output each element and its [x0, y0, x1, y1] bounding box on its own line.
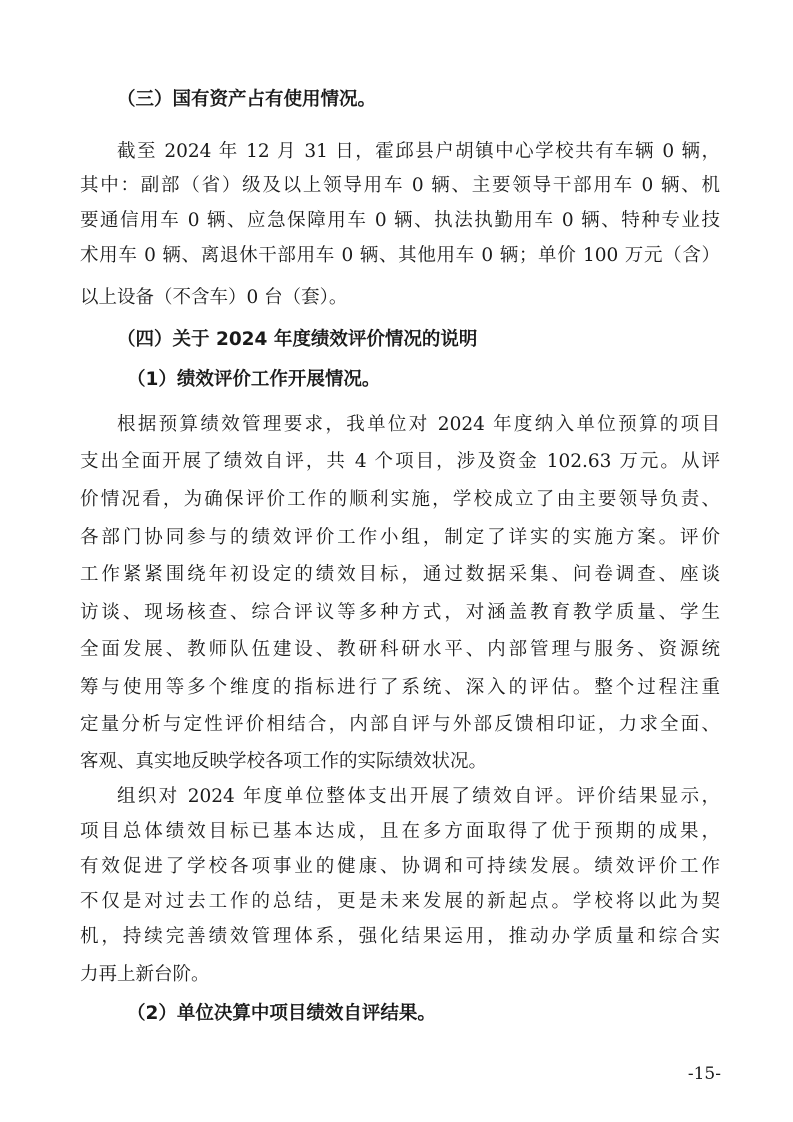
- paragraph-line: 访谈、现场核查、综合评议等多种方式，对涵盖教育教学质量、学生: [80, 602, 720, 623]
- paragraph-line: 组织对 2024 年度单位整体支出开展了绩效自评。评价结果显示，: [117, 786, 720, 807]
- paragraph-line: 有效促进了学校各项事业的健康、协调和可持续发展。绩效评价工作: [80, 856, 720, 877]
- page-number: -15-: [687, 1064, 721, 1084]
- paragraph-line: 其中：副部（省）级及以上领导用车 0 辆、主要领导干部用车 0 辆、机: [80, 175, 720, 196]
- paragraph-line: 筹与使用等多个维度的指标进行了系统、深入的评估。整个过程注重: [80, 677, 720, 698]
- section-heading-assets: （三）国有资产占有使用情况。: [117, 89, 377, 110]
- paragraph-line: 客观、真实地反映学校各项工作的实际绩效状况。: [80, 751, 488, 772]
- paragraph-line: 各部门协同参与的绩效评价工作小组，制定了详实的实施方案。评价: [80, 527, 720, 548]
- paragraph-line: 不仅是对过去工作的总结，更是未来发展的新起点。学校将以此为契: [80, 891, 720, 912]
- paragraph-line: 工作紧紧围绕年初设定的绩效目标，通过数据采集、问卷调查、座谈: [80, 564, 720, 585]
- section-heading-performance: （四）关于 2024 年度绩效评价情况的说明: [117, 329, 478, 350]
- paragraph-line: 支出全面开展了绩效自评，共 4 个项目，涉及资金 102.63 万元。从评: [80, 451, 720, 472]
- paragraph-line: 要通信用车 0 辆、应急保障用车 0 辆、执法执勤用车 0 辆、特种专业技: [80, 210, 720, 231]
- paragraph-line: 根据预算绩效管理要求，我单位对 2024 年度纳入单位预算的项目: [117, 414, 720, 435]
- subsection-heading-results: （2）单位决算中项目绩效自评结果。: [127, 1003, 436, 1024]
- paragraph-line: 项目总体绩效目标已基本达成，且在多方面取得了优于预期的成果，: [80, 821, 720, 842]
- paragraph-line: 机，持续完善绩效管理体系，强化结果运用，推动办学质量和综合实: [80, 926, 720, 947]
- subsection-heading-evaluation: （1）绩效评价工作开展情况。: [127, 369, 381, 390]
- paragraph-line: 截至 2024 年 12 月 31 日，霍邱县户胡镇中心学校共有车辆 0 辆，: [117, 141, 720, 162]
- paragraph-line: 术用车 0 辆、离退休干部用车 0 辆、其他用车 0 辆；单价 100 万元（含）: [80, 245, 720, 266]
- paragraph-line: 定量分析与定性评价相结合，内部自评与外部反馈相印证，力求全面、: [80, 714, 720, 735]
- paragraph-line: 全面发展、教师队伍建设、教研科研水平、内部管理与服务、资源统: [80, 639, 720, 660]
- paragraph-line: 价情况看，为确保评价工作的顺利实施，学校成立了由主要领导负责、: [80, 489, 720, 510]
- paragraph-line: 力再上新台阶。: [80, 964, 210, 985]
- paragraph-line: 以上设备（不含车）0 台（套）。: [80, 287, 348, 308]
